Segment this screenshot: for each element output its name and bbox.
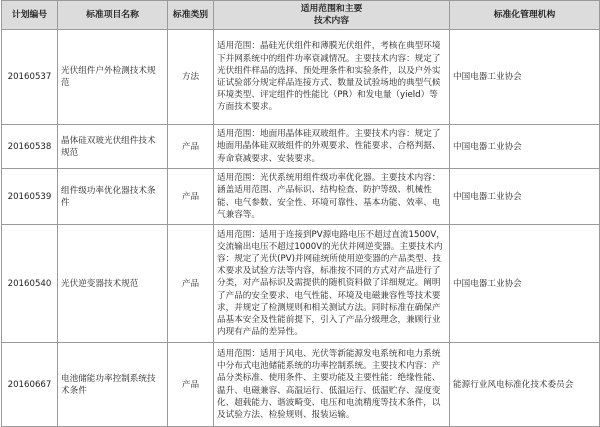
table-row	[2, 169, 600, 225]
cell-code: 20160540	[2, 225, 58, 343]
cell-org: 中国电器工业协会	[450, 225, 600, 343]
cell-category: 产品	[168, 343, 214, 427]
table-row	[2, 343, 600, 427]
cell-name: 组件级功率优化器技术条件	[58, 169, 168, 225]
cell-org: 能源行业风电标准化技术委员会	[450, 343, 600, 427]
cell-category: 产品	[168, 225, 214, 343]
table-row	[2, 225, 600, 343]
header-scope-line1: 适用范围和主要	[300, 4, 363, 14]
cell-scope: 适用范围：适用于连接到PV源电路电压不超过直流1500V，交流输出电压不超过1000V的光伏并网逆变器。主要技术内容：规定了光伏(PV)并网硅统所使用逆变器的产品类型、技术要求及试验方法等内容，标准按不同的方式对产品进行了分类，对产品标识及需提供的随机资料做了详细规定。阐明了产品的安全要求、电气性能、环境及电磁兼容性等技术要求，并规定了检测规则和相关测试方法。同时标准在确保产品基本安全及性能前提下，引入了产品分级理念，兼顾行业内现有产品的差异性。	[214, 225, 450, 343]
header-category: 标准类别	[168, 1, 214, 30]
cell-category: 方法	[168, 30, 214, 125]
cell-code: 20160667	[2, 343, 58, 427]
header-org: 标准化管理机构	[450, 1, 600, 30]
cell-scope: 适用范围：地面用晶体硅双玻组件。主要技术内容：规定了地面用晶体硅双玻组件的外观要求、性能要求、合格判据、寿命衰减要求、安装要求。	[214, 125, 450, 169]
cell-scope: 适用范围：光伏系统用组件级功率优化器。主要技术内容：涵盖适用范围、产品标识、结构检查、防护等级、机械性能、电气参数、安全性、环境可靠性、基本功能、效率、电气兼容等。	[214, 169, 450, 225]
cell-category: 产品	[168, 125, 214, 169]
cell-scope: 适用范围：适用于风电、光伏等新能源发电系统和电力系统中分布式电池储能系统的功率控制系统。主要技术内容：产品分类标准、使用条件、主要功能及主要性能：绝缘性能、温升、电磁兼容、高温运行、低温运行、低温贮存、湿度变化、超载能力、谐波畸变、电压和电流精度等技术条件，以及试验方法、检验规则、报装运输。	[214, 343, 450, 427]
cell-code: 20160537	[2, 30, 58, 125]
cell-org: 中国电器工业协会	[450, 125, 600, 169]
cell-org: 中国电器工业协会	[450, 169, 600, 225]
header-code: 计划编号	[2, 1, 58, 30]
cell-category: 产品	[168, 169, 214, 225]
header-name: 标准项目名称	[58, 1, 168, 30]
cell-scope: 适用范围：晶硅光伏组件和薄膜光伏组件，考核在典型环境下并网系统中的组件功率衰减情况。主要技术内容：规定了光伏组件样品的选择、预处理条件和实验条件，以及户外实证试验部分规定样品连接方式、数量及试验场地的典型气候环境类型、评定组件的性能比（PR）和发电量（yield）等方面技术要求。	[214, 30, 450, 125]
cell-name: 电池储能功率控制系统技术条件	[58, 343, 168, 427]
table-row	[2, 125, 600, 169]
cell-org: 中国电器工业协会	[450, 30, 600, 125]
cell-name: 光伏逆变器技术规范	[58, 225, 168, 343]
cell-name: 晶体硅双玻光伏组件技术规范	[58, 125, 168, 169]
standards-table	[1, 0, 600, 427]
header-scope-line2: 技术内容	[313, 16, 350, 26]
table-row	[2, 30, 600, 125]
cell-code: 20160538	[2, 125, 58, 169]
cell-code: 20160539	[2, 169, 58, 225]
header-scope	[214, 1, 450, 30]
table-header-row	[2, 1, 600, 30]
cell-name: 光伏组件户外检测技术规范	[58, 30, 168, 125]
